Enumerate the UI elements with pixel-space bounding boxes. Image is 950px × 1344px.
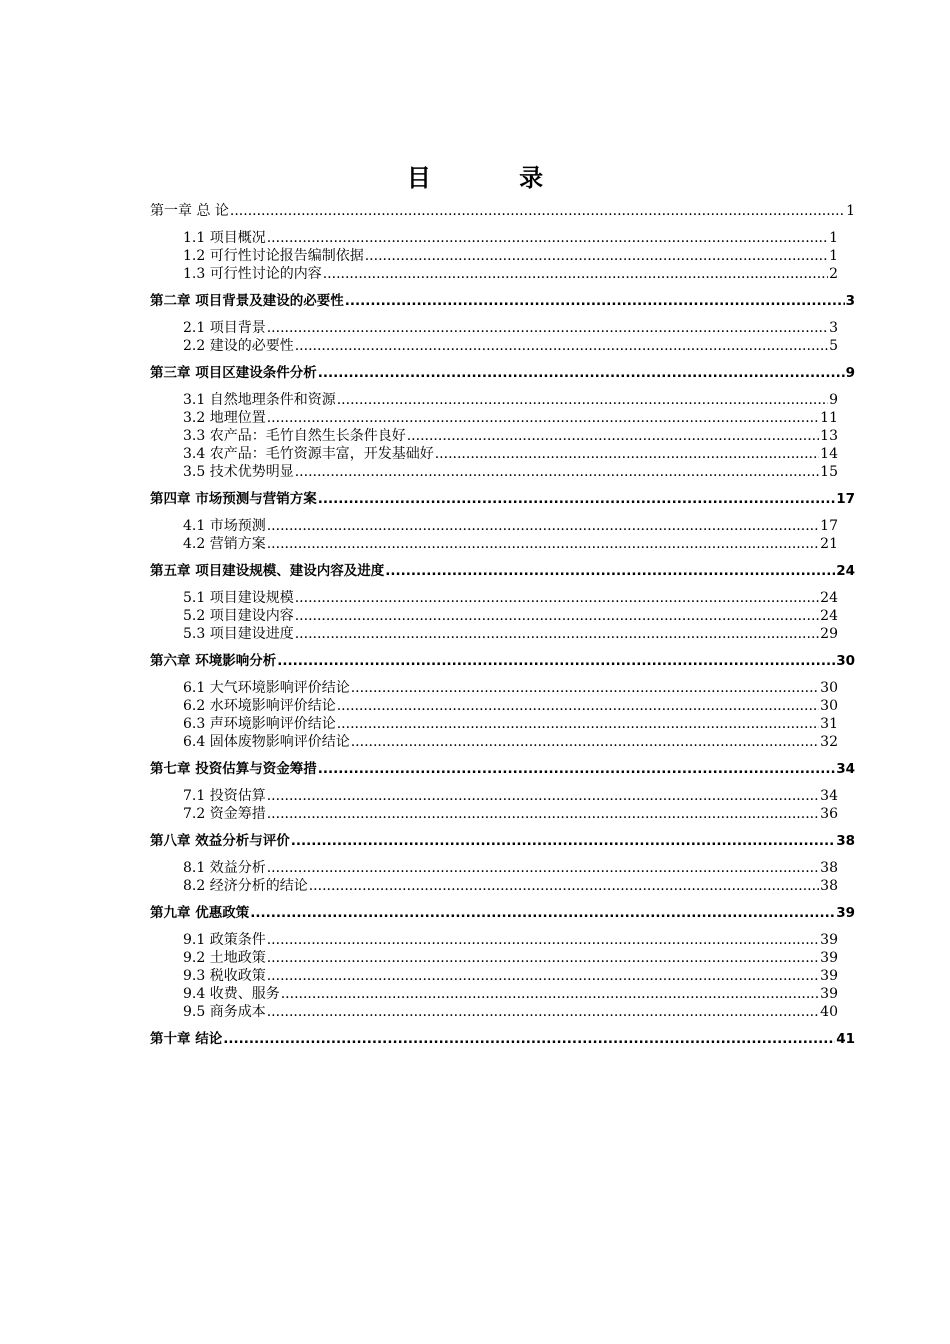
toc-page-number: 9	[845, 365, 855, 381]
toc-section-label: 2.1 项目背景	[183, 320, 266, 336]
toc-page-number: 15	[820, 464, 838, 480]
toc-chapter-label: 第五章 项目建设规模、建设内容及进度	[150, 563, 385, 579]
toc-section-label: 1.3 可行性讨论的内容	[183, 266, 322, 282]
toc-section-label: 6.4 固体废物影响评价结论	[183, 734, 350, 750]
toc-page-number: 5	[829, 338, 838, 354]
toc-page-number: 21	[820, 536, 838, 552]
dot-leader	[295, 607, 819, 625]
toc-page-number: 38	[836, 833, 855, 849]
toc-page-number: 24	[820, 608, 838, 624]
toc-section-entry[interactable]	[150, 427, 838, 445]
dot-leader	[337, 697, 819, 715]
toc-page-number: 2	[829, 266, 838, 282]
toc-section-entry[interactable]	[150, 517, 838, 535]
dot-leader	[323, 265, 828, 283]
toc-section-entry[interactable]	[150, 679, 838, 697]
toc-page-number: 30	[820, 680, 838, 696]
toc-section-label: 2.2 建设的必要性	[183, 338, 294, 354]
toc-page-number: 39	[820, 968, 838, 984]
toc-section-entry[interactable]	[150, 589, 838, 607]
toc-page-number: 36	[820, 806, 838, 822]
toc-section-entry[interactable]	[150, 877, 838, 895]
toc-section-entry[interactable]	[150, 625, 838, 643]
toc-chapter-entry[interactable]	[150, 832, 855, 850]
toc-section-entry[interactable]	[150, 787, 838, 805]
toc-page-number: 39	[820, 986, 838, 1002]
toc-section-entry[interactable]	[150, 391, 838, 409]
toc-chapter-label: 第七章 投资估算与资金筹措	[150, 761, 317, 777]
toc-page-number: 11	[820, 410, 838, 426]
toc-page-number: 1	[829, 230, 838, 246]
toc-page-number: 34	[836, 761, 855, 777]
toc-chapter-entry[interactable]	[150, 904, 855, 922]
toc-chapter-label: 第四章 市场预测与营销方案	[150, 491, 317, 507]
dot-leader	[351, 733, 819, 751]
toc-section-label: 1.2 可行性讨论报告编制依据	[183, 248, 364, 264]
toc-section-label: 7.1 投资估算	[183, 788, 266, 804]
dot-leader	[318, 364, 845, 382]
dot-leader	[230, 202, 845, 220]
toc-page-number: 38	[820, 860, 838, 876]
toc-section-label: 5.3 项目建设进度	[183, 626, 294, 642]
toc-section-label: 9.1 政策条件	[183, 932, 266, 948]
dot-leader	[295, 625, 819, 643]
dot-leader	[267, 787, 819, 805]
toc-page-number: 38	[820, 878, 838, 894]
toc-section-label: 6.2 水环境影响评价结论	[183, 698, 336, 714]
toc-section-entry[interactable]	[150, 229, 838, 247]
toc-section-label: 9.4 收费、服务	[183, 986, 280, 1002]
toc-section-entry[interactable]	[150, 409, 838, 427]
dot-leader	[250, 904, 835, 922]
dot-leader	[318, 490, 836, 508]
toc-page-number: 9	[829, 392, 838, 408]
toc-section-label: 9.3 税收政策	[183, 968, 266, 984]
toc-section-label: 1.1 项目概况	[183, 230, 266, 246]
dot-leader	[267, 1003, 819, 1021]
toc-page-number: 17	[820, 518, 838, 534]
dot-leader	[337, 391, 828, 409]
toc-page-number: 13	[820, 428, 838, 444]
dot-leader	[295, 589, 819, 607]
dot-leader	[267, 535, 819, 553]
toc-section-entry[interactable]	[150, 805, 838, 823]
toc-section-entry[interactable]	[150, 463, 838, 481]
toc-chapter-entry[interactable]	[150, 652, 855, 670]
toc-section-entry[interactable]	[150, 265, 838, 283]
toc-section-entry[interactable]	[150, 985, 838, 1003]
toc-section-label: 5.2 项目建设内容	[183, 608, 294, 624]
toc-page-number: 31	[820, 716, 838, 732]
toc-chapter-label: 第九章 优惠政策	[150, 905, 250, 921]
toc-section-label: 5.1 项目建设规模	[183, 590, 294, 606]
toc-page-number: 39	[820, 932, 838, 948]
toc-section-entry[interactable]	[150, 337, 838, 355]
toc-section-label: 3.3 农产品：毛竹自然生长条件良好	[183, 428, 406, 444]
dot-leader	[267, 859, 819, 877]
dot-leader	[385, 562, 835, 580]
toc-section-label: 9.5 商务成本	[183, 1004, 266, 1020]
toc-page-number: 29	[820, 626, 838, 642]
toc-page-number: 24	[836, 563, 855, 579]
toc-section-entry[interactable]	[150, 859, 838, 877]
dot-leader	[407, 427, 819, 445]
toc-chapter-label: 第八章 效益分析与评价	[150, 833, 290, 849]
toc-chapter-label: 第一章 总 论	[150, 203, 229, 219]
toc-page-number: 1	[829, 248, 838, 264]
toc-chapter-label: 第十章 结论	[150, 1031, 223, 1047]
toc-page-number: 40	[820, 1004, 838, 1020]
toc-page-number: 17	[836, 491, 855, 507]
toc-page-number: 39	[820, 950, 838, 966]
toc-section-label: 9.2 土地政策	[183, 950, 266, 966]
dot-leader	[267, 409, 819, 427]
dot-leader	[295, 337, 828, 355]
toc-section-label: 8.2 经济分析的结论	[183, 878, 308, 894]
dot-leader	[365, 247, 828, 265]
toc-section-entry[interactable]	[150, 535, 838, 553]
dot-leader	[277, 652, 835, 670]
toc-page-number: 41	[836, 1031, 855, 1047]
toc-chapter-entry[interactable]	[150, 202, 855, 220]
toc-section-label: 6.3 声环境影响评价结论	[183, 716, 336, 732]
toc-section-entry[interactable]	[150, 715, 838, 733]
toc-chapter-entry[interactable]	[150, 760, 855, 778]
toc-chapter-entry[interactable]	[150, 292, 855, 310]
dot-leader	[223, 1030, 835, 1048]
dot-leader	[318, 760, 836, 778]
toc-section-label: 8.1 效益分析	[183, 860, 266, 876]
dot-leader	[267, 229, 828, 247]
toc-page-number: 30	[820, 698, 838, 714]
toc-section-entry[interactable]	[150, 697, 838, 715]
toc-section-label: 3.5 技术优势明显	[183, 464, 294, 480]
toc-section-label: 4.2 营销方案	[183, 536, 266, 552]
dot-leader	[295, 463, 819, 481]
toc-page-number: 32	[820, 734, 838, 750]
toc-section-entry[interactable]	[150, 445, 838, 463]
dot-leader	[351, 679, 819, 697]
toc-chapter-entry[interactable]	[150, 490, 855, 508]
dot-leader	[267, 319, 828, 337]
toc-page-number: 24	[820, 590, 838, 606]
dot-leader	[267, 805, 819, 823]
toc-chapter-entry[interactable]	[150, 1030, 855, 1048]
toc-chapter-label: 第二章 项目背景及建设的必要性	[150, 293, 344, 309]
toc-section-label: 3.1 自然地理条件和资源	[183, 392, 336, 408]
dot-leader	[267, 931, 819, 949]
toc-section-label: 3.4 农产品：毛竹资源丰富，开发基础好	[183, 446, 434, 462]
toc-section-entry[interactable]	[150, 949, 838, 967]
dot-leader	[267, 949, 819, 967]
dot-leader	[281, 985, 819, 1003]
toc-section-entry[interactable]	[150, 733, 838, 751]
dot-leader	[345, 292, 845, 310]
dot-leader	[267, 967, 819, 985]
toc-chapter-entry[interactable]	[150, 562, 855, 580]
toc-section-entry[interactable]	[150, 1003, 838, 1021]
toc-section-label: 7.2 资金筹措	[183, 806, 266, 822]
toc-page-number: 39	[836, 905, 855, 921]
toc-section-label: 3.2 地理位置	[183, 410, 266, 426]
page-title: 目 录	[406, 164, 584, 192]
toc-section-entry[interactable]	[150, 247, 838, 265]
toc-section-label: 4.1 市场预测	[183, 518, 266, 534]
toc-section-entry[interactable]	[150, 319, 838, 337]
toc-page-number: 34	[820, 788, 838, 804]
toc-section-entry[interactable]	[150, 607, 838, 625]
toc-page-number: 14	[820, 446, 838, 462]
toc-chapter-entry[interactable]	[150, 364, 855, 382]
toc-page-number: 1	[846, 203, 855, 219]
toc-page-number: 3	[829, 320, 838, 336]
toc-section-entry[interactable]	[150, 931, 838, 949]
dot-leader	[309, 877, 819, 895]
dot-leader	[267, 517, 819, 535]
toc-page-number: 3	[845, 293, 855, 309]
toc-section-label: 6.1 大气环境影响评价结论	[183, 680, 350, 696]
dot-leader	[291, 832, 836, 850]
toc-chapter-label: 第三章 项目区建设条件分析	[150, 365, 317, 381]
toc-page-number: 30	[836, 653, 855, 669]
toc-section-entry[interactable]	[150, 967, 838, 985]
dot-leader	[337, 715, 819, 733]
dot-leader	[435, 445, 819, 463]
toc-chapter-label: 第六章 环境影响分析	[150, 653, 277, 669]
table-of-contents	[150, 202, 855, 1057]
